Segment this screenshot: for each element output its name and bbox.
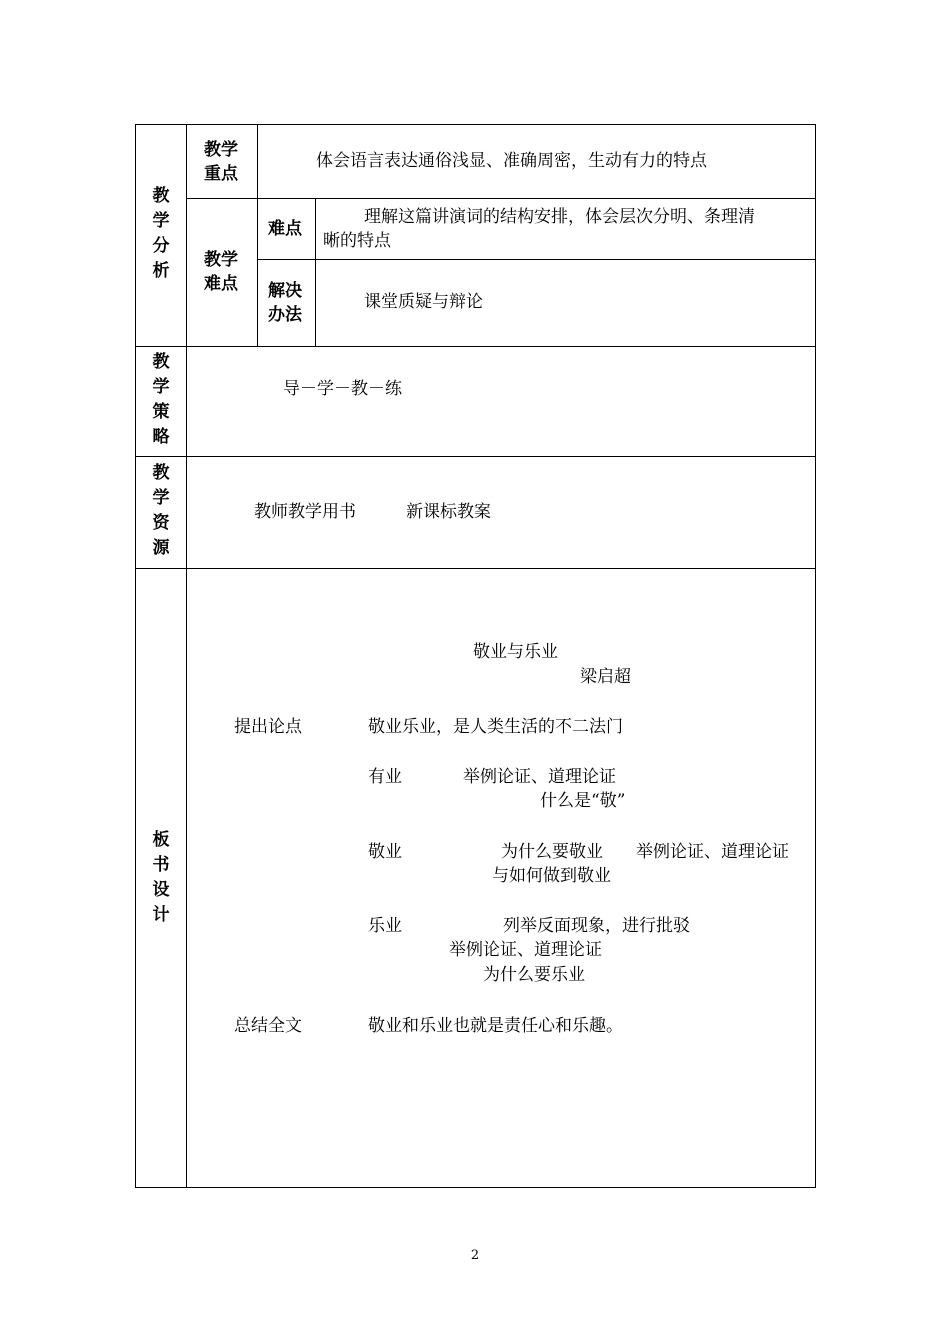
- difficulty-content-line1: 理解这篇讲演词的结构安排，体会层次分明、条理清: [364, 207, 755, 227]
- difficulty-sublabel: 难点: [268, 219, 302, 239]
- difficulty-label-line1: 教学: [204, 250, 238, 270]
- thesis-content: 敬业乐业，是人类生活的不二法门: [368, 717, 623, 737]
- jingye-how: 与如何做到敬业: [492, 866, 611, 886]
- analysis-row-divider: [135, 346, 816, 347]
- key-point-label-line2: 重点: [204, 164, 238, 184]
- jingye-method: 举例论证、道理论证: [636, 842, 789, 862]
- leye-method: 举例论证、道理论证: [449, 940, 602, 960]
- youye-label: 有业: [368, 767, 402, 787]
- leye-refute: 列举反面现象，进行批驳: [503, 916, 690, 936]
- strategy-section-label: 教学策略: [152, 352, 170, 447]
- label-column-divider: [186, 124, 187, 1188]
- resource-item-teacher-book: 教师教学用书: [254, 502, 356, 522]
- strategy-content: 导－学－教－练: [283, 379, 402, 399]
- page-number: 2: [470, 1248, 480, 1263]
- resources-section-label: 教学资源: [152, 463, 170, 558]
- summary-label: 总结全文: [234, 1016, 302, 1036]
- table-border-right: [815, 124, 816, 1188]
- key-point-content: 体会语言表达通俗浅显、准确周密，生动有力的特点: [316, 151, 707, 171]
- youye-method: 举例论证、道理论证: [463, 767, 616, 787]
- board-title: 敬业与乐业: [473, 642, 558, 662]
- table-border-left: [135, 124, 136, 1188]
- difficulty-row-divider: [257, 259, 816, 260]
- solution-label-line1: 解决: [268, 281, 302, 301]
- sublabel-column-divider: [257, 124, 258, 346]
- table-border-top: [135, 124, 816, 125]
- analysis-section-label: 教学分析: [152, 186, 170, 281]
- solution-content: 课堂质疑与辩论: [364, 292, 483, 312]
- resource-item-lesson-plan: 新课标教案: [406, 502, 491, 522]
- strategy-row-divider: [135, 456, 816, 457]
- jingye-why: 为什么要敬业: [501, 842, 603, 862]
- summary-content: 敬业和乐业也就是责任心和乐趣。: [368, 1016, 623, 1036]
- leye-why: 为什么要乐业: [483, 965, 585, 985]
- thesis-label: 提出论点: [234, 717, 302, 737]
- jingye-label: 敬业: [368, 842, 402, 862]
- difficulty-content-line2: 晰的特点: [323, 231, 391, 251]
- resources-row-divider: [135, 568, 816, 569]
- jing-question: 什么是“敬”: [540, 791, 626, 811]
- table-border-bottom: [135, 1187, 816, 1188]
- leye-label: 乐业: [368, 916, 402, 936]
- difficulty-label-line2: 难点: [204, 274, 238, 294]
- key-point-label-line1: 教学: [204, 140, 238, 160]
- solution-label-line2: 办法: [268, 305, 302, 325]
- board-author: 梁启超: [580, 667, 631, 687]
- board-section-label: 板书设计: [152, 830, 170, 925]
- keypoint-row-divider: [186, 198, 816, 199]
- difficulty-label-divider: [315, 198, 316, 346]
